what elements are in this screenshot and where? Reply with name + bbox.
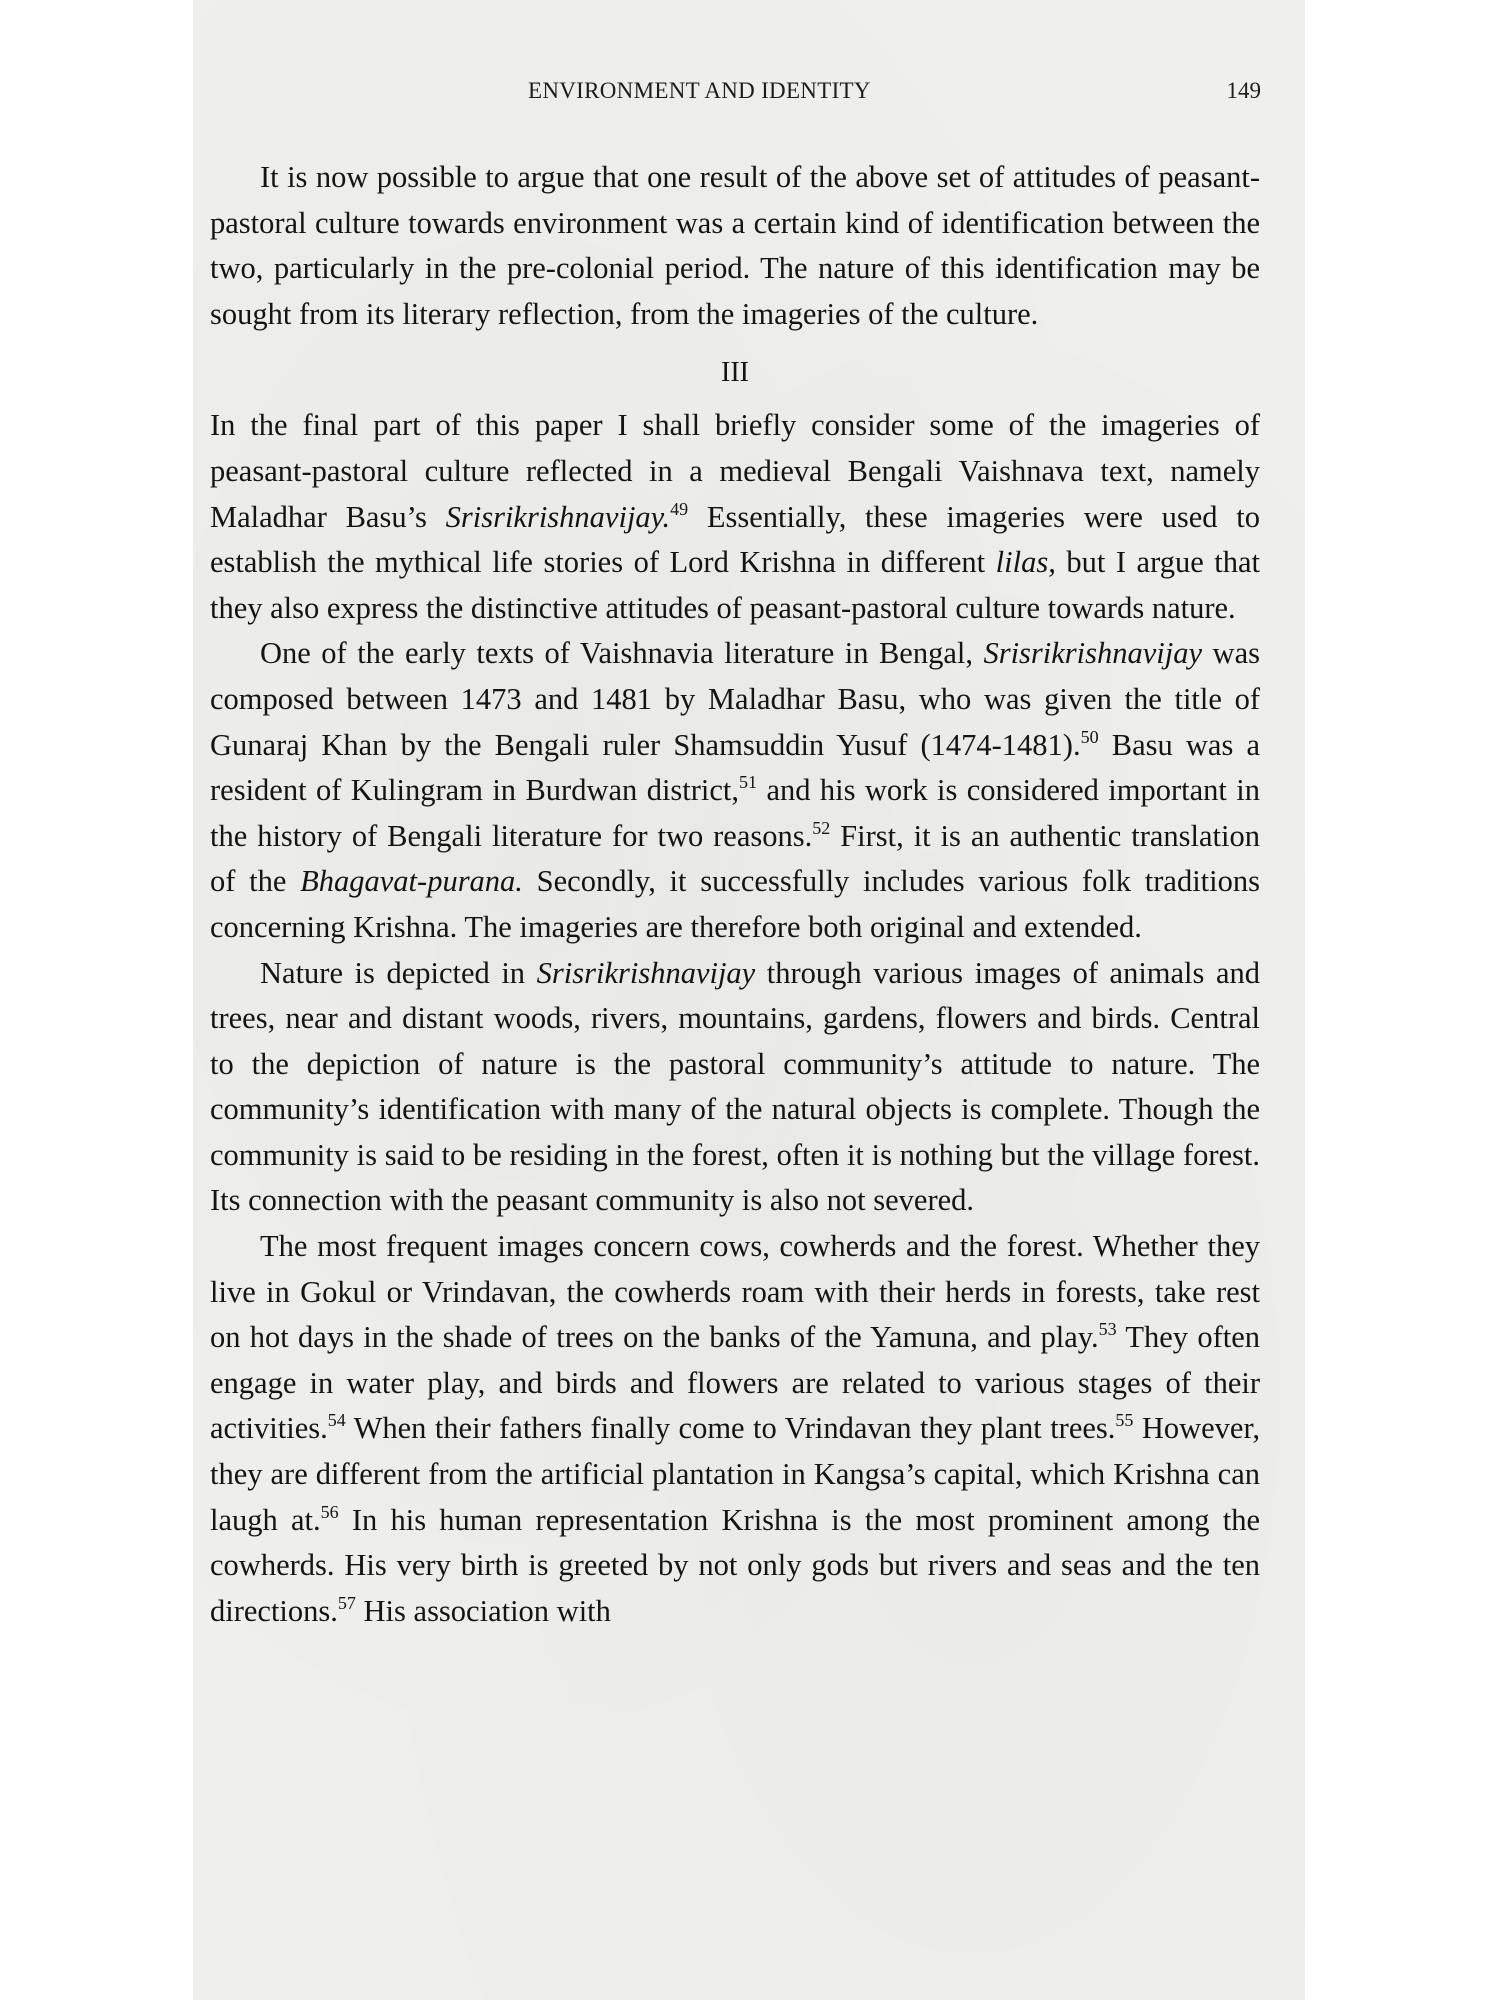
text-run: through various images of animals and trees, near and distant woods, rivers, mountains, gardens, flowers and birds. Central to the depiction of nature is the pastoral community’s attitude to nature. The community’s identification with many of the natural objects is complete. Though the community is said to be residing in the forest, often it is nothing but the village forest. Its connection with the peasant community is also not severed. xyxy=(210,955,1261,1218)
text-run: Essentially, these imageries were used to establish the mythical life stories of Lord Krishna in different xyxy=(210,499,1260,580)
text-run: Secondly, it successfully includes various folk traditions concerning Krishna. The imageries are therefore both original and extended. xyxy=(210,864,1261,944)
text-run: First, it is an authentic translation of the xyxy=(210,818,1260,899)
paragraph-4 xyxy=(210,951,1260,1225)
footnote-ref: 54 xyxy=(327,1410,346,1431)
footnote-ref: 52 xyxy=(812,817,831,838)
footnote-ref: 50 xyxy=(1080,726,1099,747)
paragraph-1: It is now possible to argue that one result of the above set of attitudes of peasant-pastoral culture towards environment was a certain kind of identification between the two, particularly in the pre-colonial period. The nature of this identification may be sought from its literary reflection, from the imageries of the culture. xyxy=(210,160,1260,331)
text-run: His association with xyxy=(355,1593,611,1628)
italic-title: Srisrikrishnavijay xyxy=(536,955,756,990)
italic-title: Srisrikrishnavijay xyxy=(983,636,1203,671)
footnote-ref: 53 xyxy=(1098,1319,1117,1340)
text-run: However, they are different from the artificial plantation in Kangsa’s capital, which Krishna can laugh at. xyxy=(210,1411,1261,1537)
text-run: The most frequent images concern cows, cowherds and the forest. Whether they live in Gokul or Vrindavan, the cowherds roam with their herds in forests, take rest on hot days in the shade of trees on the banks of the Yamuna, and play. xyxy=(210,1229,1260,1355)
footnote-ref: 57 xyxy=(337,1592,356,1613)
footnote-ref: 51 xyxy=(739,772,758,793)
footnote-ref: 55 xyxy=(1115,1410,1134,1431)
text-run: and his work is considered important in the history of Bengali literature for two reasons. xyxy=(210,773,1260,853)
body-text xyxy=(210,155,1260,1634)
text-run: They often engage in water play, and birds and flowers are related to various stages of their activities. xyxy=(210,1320,1260,1446)
running-header xyxy=(193,78,1305,110)
section-heading: III xyxy=(721,357,749,389)
text-run: In his human representation Krishna is the most prominent among the cowherds. His very birth is greeted by not only gods but rivers and seas and the ten directions. xyxy=(210,1502,1260,1628)
book-page xyxy=(193,0,1305,2000)
text-run: was composed between 1473 and 1481 by Maladhar Basu, who was given the title of Gunaraj Khan by the Bengali ruler Shamsuddin Yusuf (1474-1481). xyxy=(210,636,1260,762)
paragraph-3 xyxy=(210,631,1260,950)
italic-title: Srisrikrishnavijay. xyxy=(445,499,671,534)
running-title: ENVIRONMENT AND IDENTITY xyxy=(528,78,871,103)
text-run: Nature is depicted in xyxy=(260,955,537,990)
page-number: 149 xyxy=(1226,78,1261,103)
paragraph-2 xyxy=(210,403,1260,631)
italic-title: Bhagavat-purana. xyxy=(300,864,523,899)
footnote-ref: 49 xyxy=(670,498,689,519)
paragraph-5 xyxy=(210,1224,1260,1634)
text-run: but I argue that they also express the distinctive attitudes of peasant-pastoral culture towards nature. xyxy=(210,545,1260,625)
text-run: When their fathers finally come to Vrindavan they plant trees. xyxy=(345,1411,1116,1446)
text-run: One of the early texts of Vaishnavia literature in Bengal, xyxy=(260,636,984,671)
italic-term: lilas, xyxy=(995,545,1056,580)
text-run: Basu was a resident of Kulingram in Burdwan district, xyxy=(210,727,1260,808)
text-run: In the final part of this paper I shall briefly consider some of the imageries of peasant-pastoral culture reflected in a medieval Bengali Vaishnava text, namely Maladhar Basu’s xyxy=(210,408,1260,534)
footnote-ref: 56 xyxy=(320,1501,339,1522)
